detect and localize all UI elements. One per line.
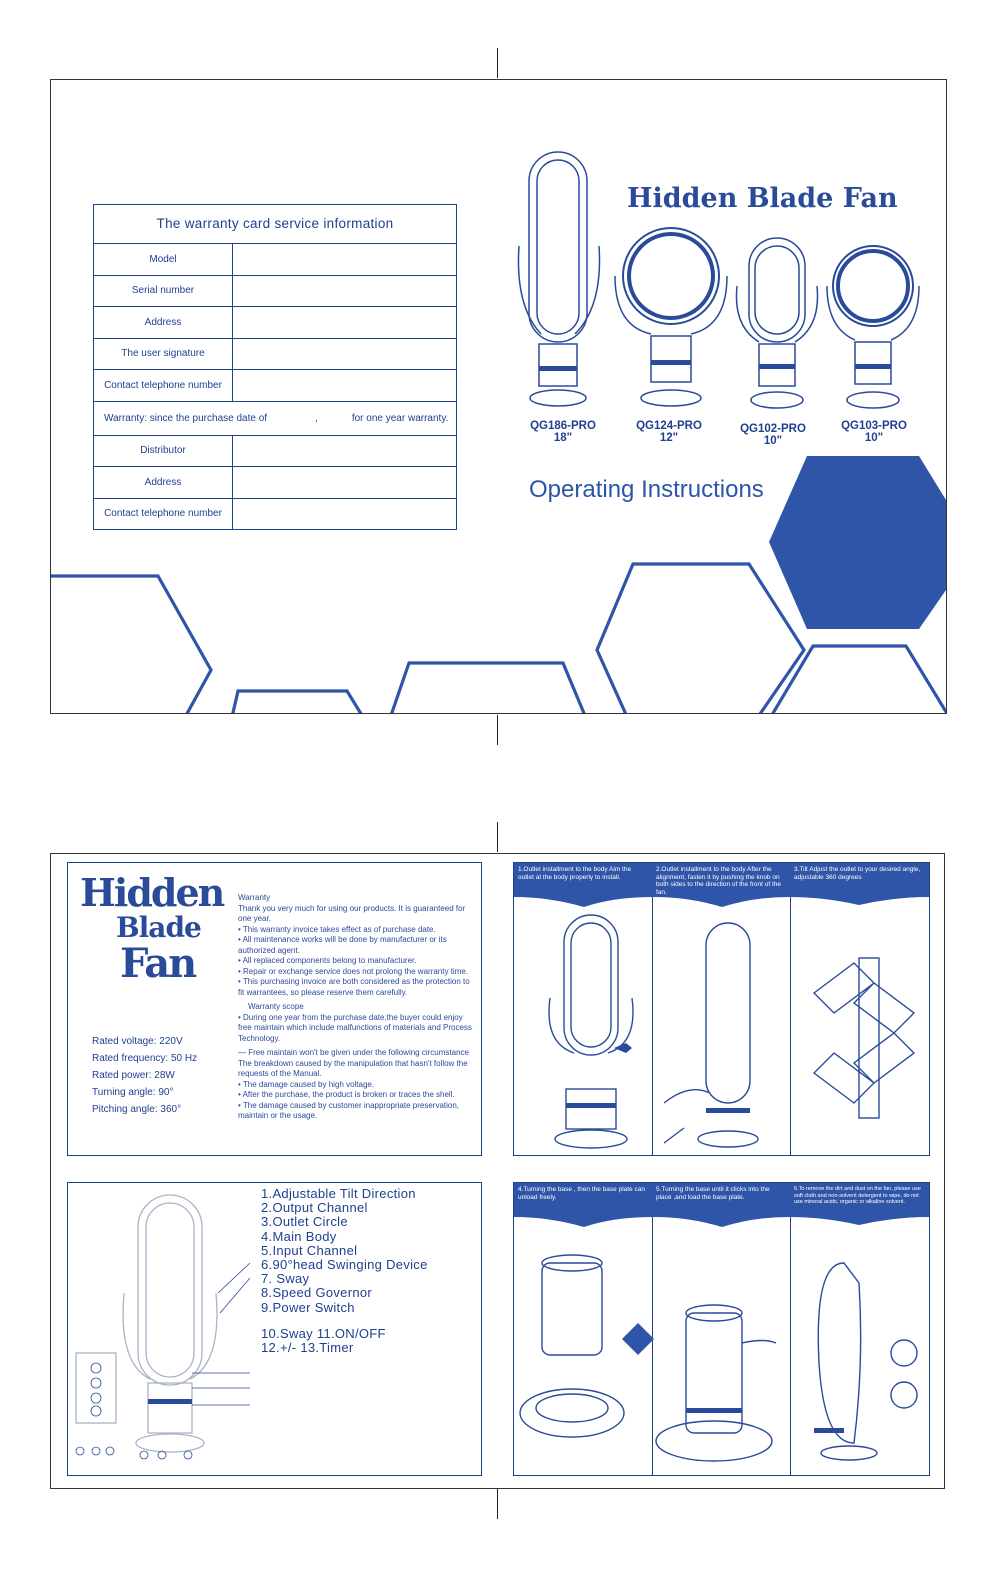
warranty-row-distributor bbox=[94, 436, 456, 468]
phone-field[interactable] bbox=[233, 370, 456, 401]
warranty-row-period bbox=[94, 402, 456, 436]
row-label: Contact telephone number bbox=[94, 370, 233, 401]
part-item: 8.Speed Governor bbox=[261, 1285, 373, 1301]
model-size: 10" bbox=[763, 435, 783, 447]
part-item: 7. Sway bbox=[261, 1271, 310, 1287]
spec-label: Rated frequency: bbox=[92, 1053, 169, 1064]
model-label-qg124 bbox=[629, 420, 709, 444]
model-size: 10" bbox=[864, 432, 884, 444]
operating-instructions-title: Operating Instructions bbox=[529, 476, 764, 503]
spec-value: 90° bbox=[158, 1087, 174, 1098]
specs-list bbox=[92, 1033, 252, 1118]
crop-mark bbox=[497, 48, 498, 78]
row-label: Serial number bbox=[94, 276, 233, 307]
hidden-blade-fan-logo bbox=[80, 870, 224, 987]
model-size: 12" bbox=[659, 432, 679, 444]
crop-mark bbox=[497, 822, 498, 852]
spec-row bbox=[92, 1050, 252, 1067]
model-name: QG103-PRO bbox=[841, 420, 907, 432]
part-item: 2.Output Channel bbox=[261, 1200, 368, 1216]
steps-4-6-illustration bbox=[514, 1223, 929, 1473]
free-maintain-heading: — Free maintain won't be given under the following circumstance bbox=[238, 1048, 469, 1057]
dist-phone-field[interactable] bbox=[233, 499, 456, 530]
warranty-bullet: • After the purchase, the product is broken or traces the shell. bbox=[238, 1090, 455, 1099]
row-label: Address bbox=[94, 307, 233, 338]
step-5-caption: 5.Turning the base until it clicks into the place ,and load the base plate. bbox=[656, 1186, 770, 1201]
cover-sheet bbox=[50, 79, 947, 714]
warranty-row-address bbox=[94, 307, 456, 339]
step-2-caption: 2.Outlet installment to the body After the alignment, fasten it by pushing the knob on both sides to the direction of the front of the fan. bbox=[656, 866, 782, 896]
spec-label: Rated voltage: bbox=[92, 1036, 157, 1047]
spec-label: Turning angle: bbox=[92, 1087, 156, 1098]
parts-panel bbox=[67, 1182, 482, 1476]
row-label: The user signature bbox=[94, 339, 233, 370]
serial-field[interactable] bbox=[233, 276, 456, 307]
logo-line: Hidden bbox=[80, 870, 224, 915]
row-label: Address bbox=[94, 467, 233, 498]
part-item-extra: 10.Sway 11.ON/OFF bbox=[261, 1325, 386, 1341]
fan-parts-diagram bbox=[68, 1183, 268, 1475]
steps-1-3-illustration bbox=[514, 903, 929, 1153]
part-item: 5.Input Channel bbox=[261, 1242, 358, 1258]
steps-4-6-panel bbox=[513, 1182, 930, 1476]
spec-value: 50 Hz bbox=[170, 1053, 198, 1064]
model-size: 18" bbox=[553, 432, 573, 444]
warranty-row-dist-phone bbox=[94, 499, 456, 530]
warranty-bullet: • During one year from the purchase date,the buyer could enjoy free maintain which include malfunctions of materials and Process Technology. bbox=[238, 1012, 472, 1043]
warranty-bullet: • All replaced components belong to manufacturer. bbox=[238, 956, 417, 965]
step-4-caption: 4.Turning the base , then the base plate can unload freely. bbox=[518, 1186, 645, 1201]
distributor-field[interactable] bbox=[233, 436, 456, 467]
steps-1-3-panel bbox=[513, 862, 930, 1156]
crop-mark bbox=[497, 715, 498, 745]
spec-label: Pitching angle: bbox=[92, 1104, 158, 1115]
spec-value: 28W bbox=[154, 1070, 175, 1081]
model-field[interactable] bbox=[233, 244, 456, 275]
part-item: 4.Main Body bbox=[261, 1228, 337, 1244]
step-6-caption: 6.To remove the dirt and dust on the fan, please use soft cloth and non-solvent detergent to wipe, do not use mineral acids, organic or alkaline solvent. bbox=[794, 1186, 921, 1205]
warranty-card-title: The warranty card service information bbox=[94, 205, 456, 244]
warranty-intro: Thank you very much for using our products. It is guaranteed for one year. bbox=[238, 903, 466, 923]
spec-row bbox=[92, 1033, 252, 1050]
row-label: Model bbox=[94, 244, 233, 275]
warranty-text bbox=[238, 893, 474, 1122]
warranty-heading: Warranty bbox=[238, 893, 271, 902]
crop-mark bbox=[497, 1489, 498, 1519]
spec-value: 360° bbox=[160, 1104, 182, 1115]
warranty-row-model bbox=[94, 244, 456, 276]
spec-row bbox=[92, 1067, 252, 1084]
fan-lineup-illustration bbox=[511, 146, 931, 416]
step-1-caption: 1.Outlet installment to the body Aim the outlet at the body properly to install. bbox=[518, 866, 632, 881]
warranty-bullet: • All maintenance works will be done by manufacturer or its authorized agent. bbox=[238, 935, 447, 955]
spec-label: Rated power: bbox=[92, 1070, 152, 1081]
warranty-card bbox=[93, 204, 457, 530]
address-field[interactable] bbox=[233, 307, 456, 338]
warranty-bullet: • The damage caused by customer inappropriate preservation, maintain or the usage. bbox=[238, 1100, 460, 1120]
warranty-bullet: • Repair or exchange service does not prolong the warranty time. bbox=[238, 966, 469, 976]
specs-warranty-panel bbox=[67, 862, 482, 1156]
warranty-scope-heading: Warranty scope bbox=[248, 1002, 304, 1011]
free-maintain-intro: The breakdown caused by the manipulation that hasn't follow the requests of the Manual. bbox=[238, 1058, 468, 1078]
warranty-bullet: • The damage caused by high voltage. bbox=[238, 1079, 375, 1089]
logo-line: Blade bbox=[116, 911, 201, 944]
spec-row bbox=[92, 1084, 252, 1101]
row-label: Distributor bbox=[94, 436, 233, 467]
warranty-comma: , bbox=[315, 412, 318, 424]
inner-sheet bbox=[50, 853, 945, 1489]
model-label-qg186 bbox=[523, 420, 603, 444]
spec-row bbox=[92, 1101, 252, 1118]
part-item: 6.90°head Swinging Device bbox=[261, 1257, 428, 1273]
warranty-row-serial bbox=[94, 276, 456, 308]
row-label: Contact telephone number bbox=[94, 499, 233, 530]
part-item: 3.Outlet Circle bbox=[261, 1214, 348, 1230]
part-item: 9.Power Switch bbox=[261, 1299, 355, 1315]
step-3-caption: 3.Tilt Adjust the outlet to your desired angle, adjustable 360 degrees bbox=[794, 866, 921, 881]
logo-line: Fan bbox=[120, 940, 196, 987]
warranty-bullet: • This purchasing invoice are both considered as the protection to fit warrantees, so please reserve them carefully. bbox=[238, 977, 470, 997]
part-item-extra: 12.+/- 13.Timer bbox=[261, 1340, 354, 1356]
model-label-qg102 bbox=[733, 423, 813, 447]
warranty-suffix: for one year warranty. bbox=[351, 412, 449, 424]
model-name: QG186-PRO bbox=[530, 420, 596, 432]
brand-title: Hidden Blade Fan bbox=[627, 183, 898, 214]
warranty-row-dist-address bbox=[94, 467, 456, 499]
spec-value: 220V bbox=[159, 1036, 183, 1047]
model-label-qg103 bbox=[834, 420, 914, 444]
warranty-row-signature bbox=[94, 339, 456, 371]
model-name: QG102-PRO bbox=[740, 423, 806, 435]
model-name: QG124-PRO bbox=[636, 420, 702, 432]
dist-address-field[interactable] bbox=[233, 467, 456, 498]
warranty-row-phone bbox=[94, 370, 456, 402]
part-item: 1.Adjustable Tilt Direction bbox=[261, 1186, 416, 1201]
warranty-prefix: Warranty: since the purchase date of bbox=[104, 412, 268, 424]
parts-list bbox=[261, 1187, 476, 1355]
warranty-bullet: • This warranty invoice takes effect as of purchase date. bbox=[238, 924, 436, 934]
signature-field[interactable] bbox=[233, 339, 456, 370]
